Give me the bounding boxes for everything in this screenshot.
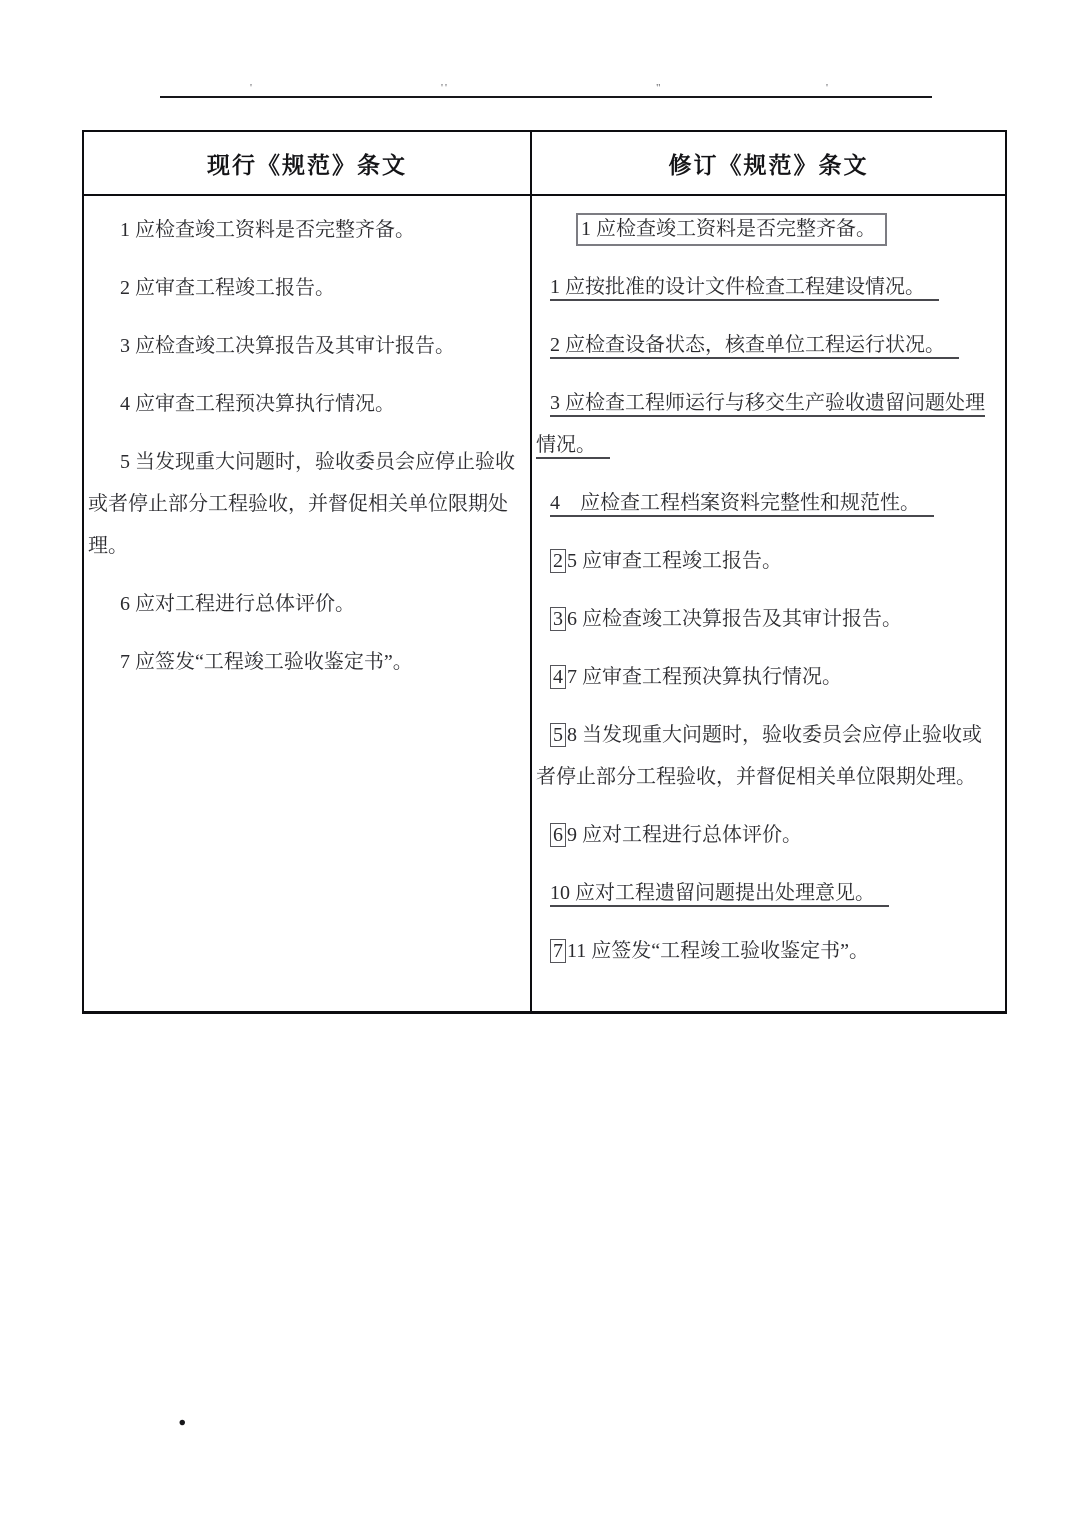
boxed-clause-text: 1 应检查竣工资料是否完整齐备。 xyxy=(576,213,887,246)
deleted-number: 3 xyxy=(550,607,566,631)
header-current-spec: 现行《规范》条文 xyxy=(84,132,532,194)
clause-item: 7 应签发“工程竣工验收鉴定书”。 xyxy=(120,651,413,673)
deleted-number: 4 xyxy=(550,665,566,689)
scan-artifact-mark: " xyxy=(656,82,663,94)
clause-item: 2 应审查工程竣工报告。 xyxy=(120,277,335,299)
clause-text: 9 应对工程进行总体评价。 xyxy=(567,824,802,846)
page-top-rule xyxy=(160,96,932,98)
clause-text: 7 应审查工程预决算执行情况。 xyxy=(567,666,842,688)
spec-comparison-table xyxy=(82,130,1007,1014)
revised-spec-cell xyxy=(532,196,1005,1011)
deleted-number: 6 xyxy=(550,823,566,847)
clause-item-inserted xyxy=(536,482,997,524)
clause-item-renumbered xyxy=(536,540,997,582)
clause-item-inserted xyxy=(536,266,997,308)
clause-item-renumbered xyxy=(536,930,997,972)
clause-text: 8 当发现重大问题时，验收委员会应停止验收或者停止部分工程验收，并督促相关单位限期处理。 xyxy=(536,724,982,788)
clause-item: 1 应检查竣工资料是否完整齐备。 xyxy=(120,219,415,241)
inserted-clause-text: 1 应按批准的设计文件检查工程建设情况。 xyxy=(550,276,939,301)
clause-item-renumbered xyxy=(536,714,997,798)
clause-text: 11 应签发“工程竣工验收鉴定书”。 xyxy=(567,940,870,962)
inserted-clause-text: 3 应检查工程师运行与移交生产验收遗留问题处理情况。 xyxy=(536,392,985,459)
inserted-clause-text: 2 应检查设备状态，核查单位工程运行状况。 xyxy=(550,334,959,359)
clause-item-inserted xyxy=(536,872,997,914)
clause-item-renumbered xyxy=(536,598,997,640)
deleted-number: 2 xyxy=(550,549,566,573)
table-body-row xyxy=(84,196,1005,1011)
header-revised-spec: 修订《规范》条文 xyxy=(668,151,869,178)
inserted-clause-text: 4 应检查工程档案资料完整性和规范性。 xyxy=(550,492,934,517)
clause-item: 5 当发现重大问题时，验收委员会应停止验收或者停止部分工程验收，并督促相关单位限期处理。 xyxy=(88,451,515,557)
clause-text: 6 应检查竣工决算报告及其审计报告。 xyxy=(567,608,902,630)
deleted-number: 5 xyxy=(550,723,566,747)
clause-item: 6 应对工程进行总体评价。 xyxy=(120,593,355,615)
clause-item-renumbered xyxy=(536,656,997,698)
clause-item-inserted xyxy=(536,382,997,466)
scan-artifact-mark: ' xyxy=(250,82,254,94)
table-header-row xyxy=(84,132,1005,196)
current-spec-cell xyxy=(84,196,532,1011)
clause-item-renumbered xyxy=(536,814,997,856)
scan-artifact-dot: . xyxy=(178,1396,187,1433)
clause-item: 4 应审查工程预决算执行情况。 xyxy=(120,393,395,415)
clause-item-boxed xyxy=(536,208,997,250)
clause-item: 3 应检查竣工决算报告及其审计报告。 xyxy=(120,335,455,357)
clause-item-inserted xyxy=(536,324,997,366)
clause-text: 5 应审查工程竣工报告。 xyxy=(567,550,782,572)
deleted-number: 7 xyxy=(550,939,566,963)
inserted-clause-text: 10 应对工程遗留问题提出处理意见。 xyxy=(550,882,889,907)
scan-artifact-mark: '' xyxy=(441,82,449,94)
scan-artifact-mark: ' xyxy=(826,82,830,94)
